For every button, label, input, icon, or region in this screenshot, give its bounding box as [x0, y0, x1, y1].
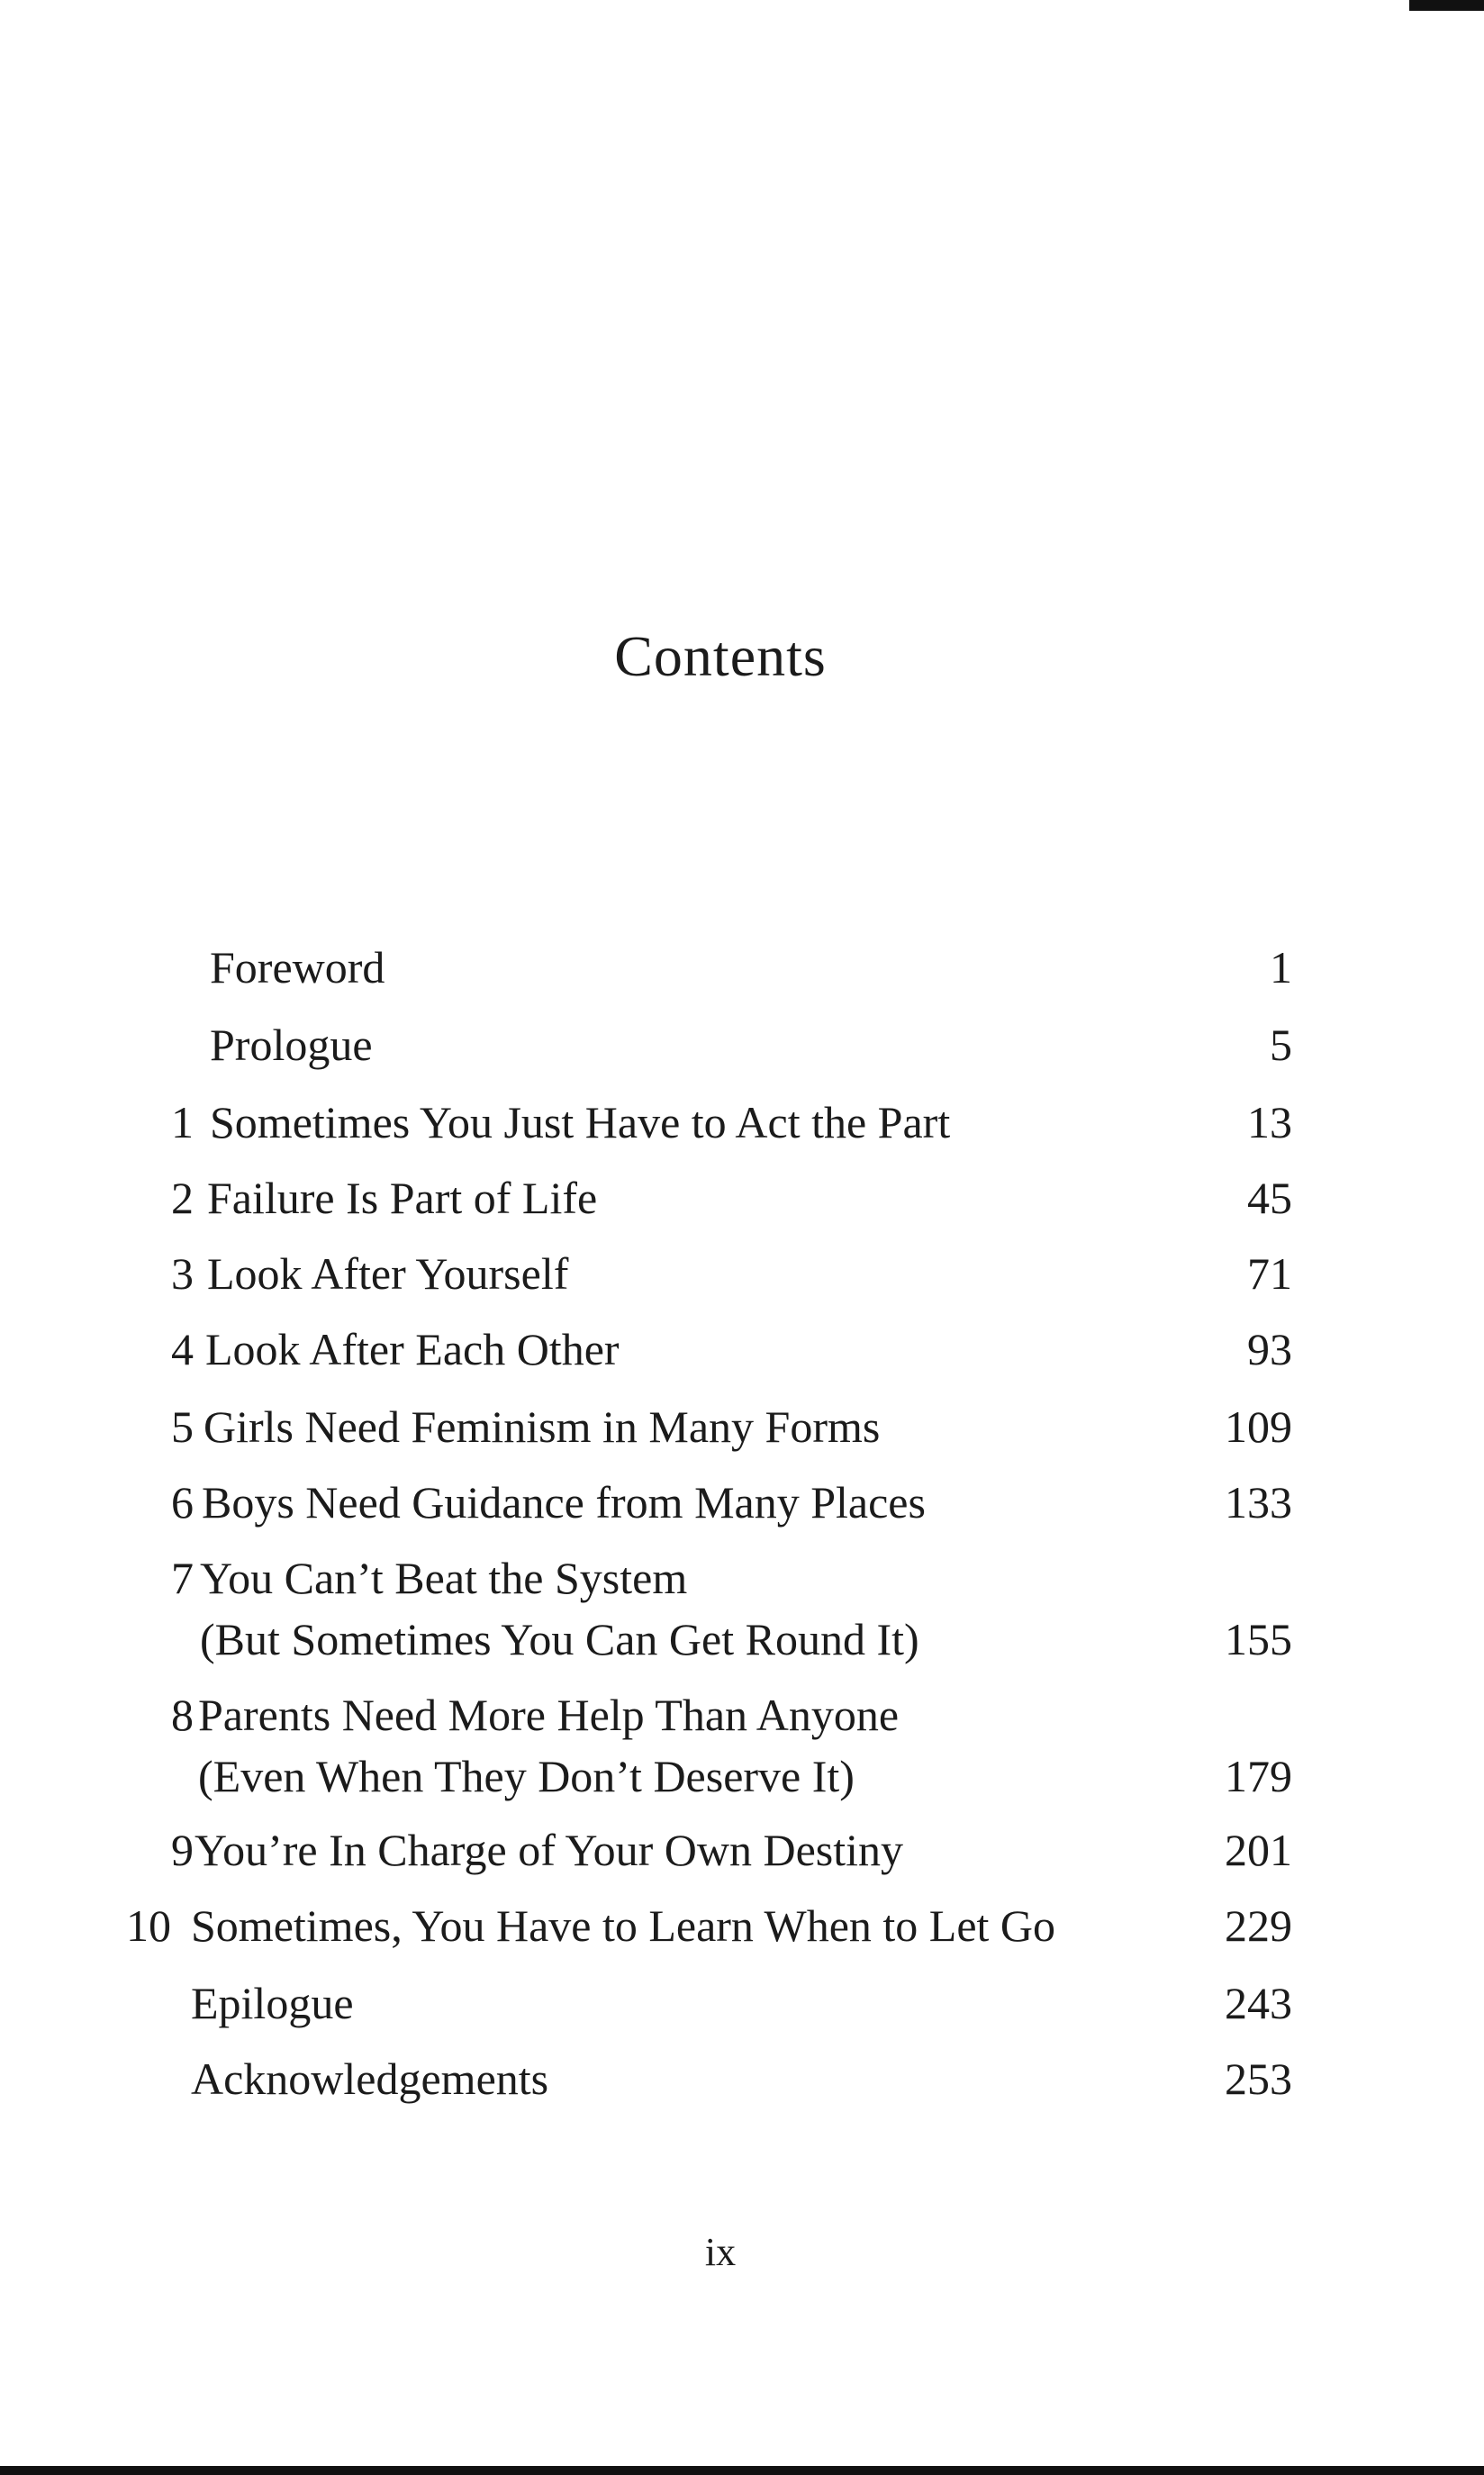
chapter-title-line: You Can’t Beat the System — [200, 1553, 688, 1603]
page-title: Contents — [614, 624, 827, 688]
page-reference: 109 — [1225, 1401, 1292, 1452]
chapter-title-line: You’re In Charge of Your Own Destiny — [195, 1825, 904, 1875]
chapter-number: 2 — [171, 1173, 194, 1223]
chapter-title — [191, 1895, 1055, 1956]
chapter-title — [200, 1547, 919, 1670]
scan-edge-top — [1409, 0, 1484, 11]
page-number: ix — [704, 2230, 737, 2274]
chapter-title — [210, 1014, 373, 1075]
chapter-number: 6 — [171, 1477, 194, 1528]
chapter-number: 10 — [126, 1900, 171, 1951]
chapter-title-line: Parents Need More Help Than Anyone — [198, 1690, 900, 1740]
page-reference: 253 — [1225, 2053, 1292, 2104]
chapter-title-line: (Even When They Don’t Deserve It) — [198, 1751, 855, 1801]
chapter-title — [205, 1319, 620, 1380]
chapter-title — [207, 1243, 568, 1304]
page-reference: 5 — [1270, 1020, 1292, 1070]
chapter-title-line: Sometimes, You Have to Learn When to Let Go — [191, 1900, 1056, 1951]
chapter-title — [202, 1472, 926, 1533]
page-reference: 201 — [1225, 1825, 1292, 1875]
page-reference: 133 — [1225, 1477, 1292, 1528]
chapter-title — [191, 2048, 548, 2109]
page-reference: 179 — [1225, 1751, 1292, 1801]
chapter-number: 9 — [171, 1825, 194, 1875]
chapter-title — [210, 937, 385, 998]
chapter-number: 7 — [171, 1553, 194, 1603]
chapter-title-line: Sometimes You Just Have to Act the Part — [210, 1097, 951, 1147]
chapter-title — [207, 1167, 597, 1228]
chapter-title-line: Foreword — [210, 942, 385, 993]
page-reference: 229 — [1225, 1900, 1292, 1951]
chapter-number: 4 — [171, 1324, 194, 1374]
chapter-number: 5 — [171, 1401, 194, 1452]
page-reference: 155 — [1225, 1614, 1292, 1664]
page-reference: 71 — [1247, 1248, 1292, 1299]
chapter-title-line: (But Sometimes You Can Get Round It) — [200, 1614, 919, 1664]
chapter-title-line: Acknowledgements — [191, 2053, 549, 2104]
chapter-title-line: Failure Is Part of Life — [207, 1173, 598, 1223]
chapter-title — [198, 1684, 899, 1807]
chapter-title-line: Boys Need Guidance from Many Places — [202, 1477, 926, 1528]
chapter-title — [191, 1972, 354, 2034]
chapter-number: 3 — [171, 1248, 194, 1299]
scan-edge-bottom — [0, 2466, 1484, 2475]
page-reference: 13 — [1247, 1097, 1292, 1147]
chapter-title — [210, 1092, 950, 1153]
chapter-title-line: Look After Each Other — [205, 1324, 620, 1374]
chapter-title — [204, 1396, 880, 1457]
chapter-number: 8 — [171, 1690, 194, 1740]
page-reference: 1 — [1270, 942, 1292, 993]
chapter-title — [195, 1819, 903, 1881]
chapter-title-line: Prologue — [210, 1020, 373, 1070]
chapter-title-line: Look After Yourself — [207, 1248, 569, 1299]
chapter-title-line: Girls Need Feminism in Many Forms — [204, 1401, 881, 1452]
page-reference: 93 — [1247, 1324, 1292, 1374]
page-reference: 243 — [1225, 1978, 1292, 2028]
chapter-title-line: Epilogue — [191, 1978, 354, 2028]
chapter-number: 1 — [171, 1097, 194, 1147]
page-reference: 45 — [1247, 1173, 1292, 1223]
